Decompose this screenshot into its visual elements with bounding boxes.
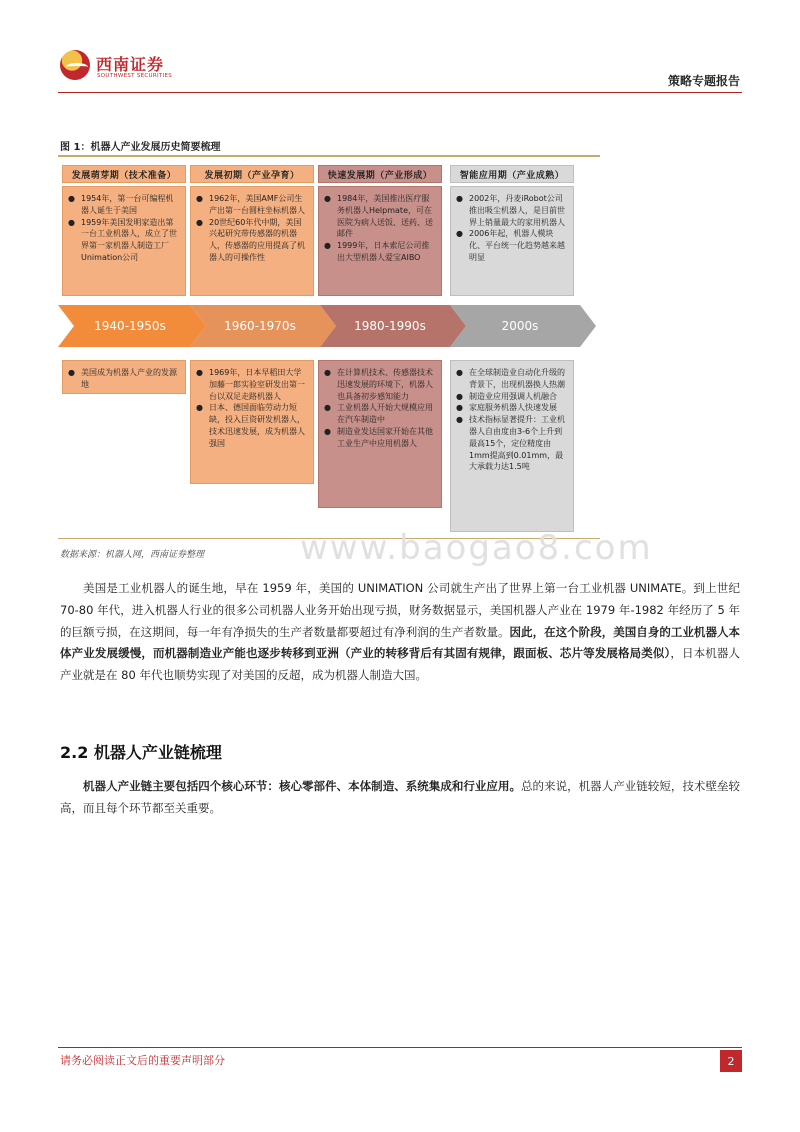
list-item: ● 制造业发达国家开始在其他工业生产中应用机器人 — [323, 426, 437, 450]
header-divider — [58, 92, 742, 93]
logo-text-cn: 西南证券 — [96, 55, 165, 74]
list-item: ● 1984年，美国推出医疗服务机器人Helpmate，可在医院为病人送饭、送药、送邮件 — [323, 193, 437, 240]
paragraph-text: ，日本机器人产业就是在 80 年代也顺势实现了对美国的反超，成为机器人制造大国。 — [60, 646, 740, 683]
period-label-2: 1960-1970s — [224, 319, 296, 333]
list-item: ● 2002年，丹麦iRobot公司推出吸尘机器人，是目前世界上销量最大的家用机器人 — [455, 193, 569, 228]
list-item: ● 1969年，日本早稻田大学加藤一郎实验室研发出第一台以双足走路机器人 — [195, 367, 309, 402]
paragraph-text: 总的来说，机器人产业链较短，技术壁垒较高，而且每个环节都至关重要。 — [60, 779, 740, 815]
paragraph-bold-text: 因此，在这个阶段，美国自身的工业机器人本体产业发展缓慢，而机器制造业产能也逐步转移到亚洲（产业的转移背后有其固有规律，跟面板、芯片等发展格局类似） — [60, 624, 741, 661]
list-item: ● 家庭服务机器人快速发展 — [455, 402, 569, 414]
list-item: ● 1999年，日本索尼公司推出大型机器人爱宝AIBO — [323, 240, 437, 264]
logo-swoosh — [66, 63, 88, 71]
phase-1-bottom-box — [62, 360, 186, 394]
list-item: ● 1962年，美国AMF公司生产出第一台圆柱坐标机器人 — [195, 193, 309, 217]
phase-2-bottom-box — [190, 360, 314, 484]
watermark: www.baogao8.com — [300, 528, 653, 568]
figure-source: 数据来源：机器人网，西南证券整理 — [60, 550, 205, 560]
phase-head-4: 智能应用期（产业成熟） — [450, 165, 574, 183]
footer-divider — [58, 1047, 742, 1048]
phase-3-bottom-box — [318, 360, 442, 508]
paragraph-us-history — [60, 578, 740, 687]
period-label-4: 2000s — [501, 319, 539, 333]
paragraph-text: 美国是工业机器人的诞生地，早在 1959 年，美国的 UNIMATION 公司就生产出了世界上第一台工业机器 UNIMATE。到上世纪 70-80 年代，进入机器人行业的很多公司机器人业务开始出现亏损，财务数据显示，美国机器人产业在 1979 年-1982 年经历了 5 年的巨额亏损，在这期间，每一年有净损失的生产者数量都要超过有净利润的生产者数量。 — [60, 581, 740, 639]
list-item: ● 1954年，第一台可编程机器人诞生于美国 — [67, 193, 181, 217]
paragraph-bold-text: 机器人产业链主要包括四个核心环节：核心零部件、本体制造、系统集成和行业应用。 — [83, 779, 522, 793]
phase-head-1: 发展萌芽期（技术准备） — [62, 165, 186, 183]
paragraph-industry-chain — [60, 776, 740, 820]
list-item: ● 工业机器人开始大规模应用在汽车制造中 — [323, 402, 437, 426]
period-label-3: 1980-1990s — [354, 319, 426, 333]
phase-4-bottom-box — [450, 360, 574, 532]
list-item: ● 制造业应用强调人机融合 — [455, 391, 569, 403]
phase-head-3: 快速发展期（产业形成） — [318, 165, 442, 183]
period-label-1: 1940-1950s — [94, 319, 166, 333]
section-heading: 2.2 机器人产业链梳理 — [60, 743, 222, 762]
phase-1-top-box — [62, 186, 186, 296]
page-number: 2 — [720, 1050, 742, 1072]
phase-4-top-box — [450, 186, 574, 296]
report-type: 策略专题报告 — [667, 74, 740, 88]
list-item: ● 20世纪60年代中期，美国兴起研究带传感器的机器人，传感器的应用提高了机器人的可操作性 — [195, 217, 309, 264]
list-item: ● 在全球制造业自动化升级的背景下，出现机器换人热潮 — [455, 367, 569, 391]
logo-text-en: SOUTHWEST SECURITIES — [97, 73, 173, 79]
list-item: ● 在计算机技术、传感器技术迅速发展的环境下，机器人也具备初步感知能力 — [323, 367, 437, 402]
footer-notice: 请务必阅读正文后的重要声明部分 — [60, 1054, 225, 1067]
phase-2-top-box — [190, 186, 314, 296]
list-item: ● 2006年起，机器人模块化、平台统一化趋势越来越明显 — [455, 228, 569, 263]
figure-title: 图 1：机器人产业发展历史简要梳理 — [60, 142, 221, 153]
phase-3-top-box — [318, 186, 442, 296]
list-item: ● 技术指标显著提升：工业机器人自由度由3-6个上升到最高15个，定位精度由1mm提高到0.01mm，最大承载力达1.5吨 — [455, 414, 569, 473]
list-item: ● 美国成为机器人产业的发源地 — [67, 367, 181, 391]
figure-top-rule — [58, 155, 600, 157]
list-item: ● 日本、德国面临劳动力短缺，投入巨资研发机器人，技术迅速发展，成为机器人强国 — [195, 402, 309, 449]
list-item: ● 1959年美国发明家造出第一台工业机器人，成立了世界第一家机器人制造工厂Unimation公司 — [67, 217, 181, 264]
phase-head-2: 发展初期（产业孕育） — [190, 165, 314, 183]
